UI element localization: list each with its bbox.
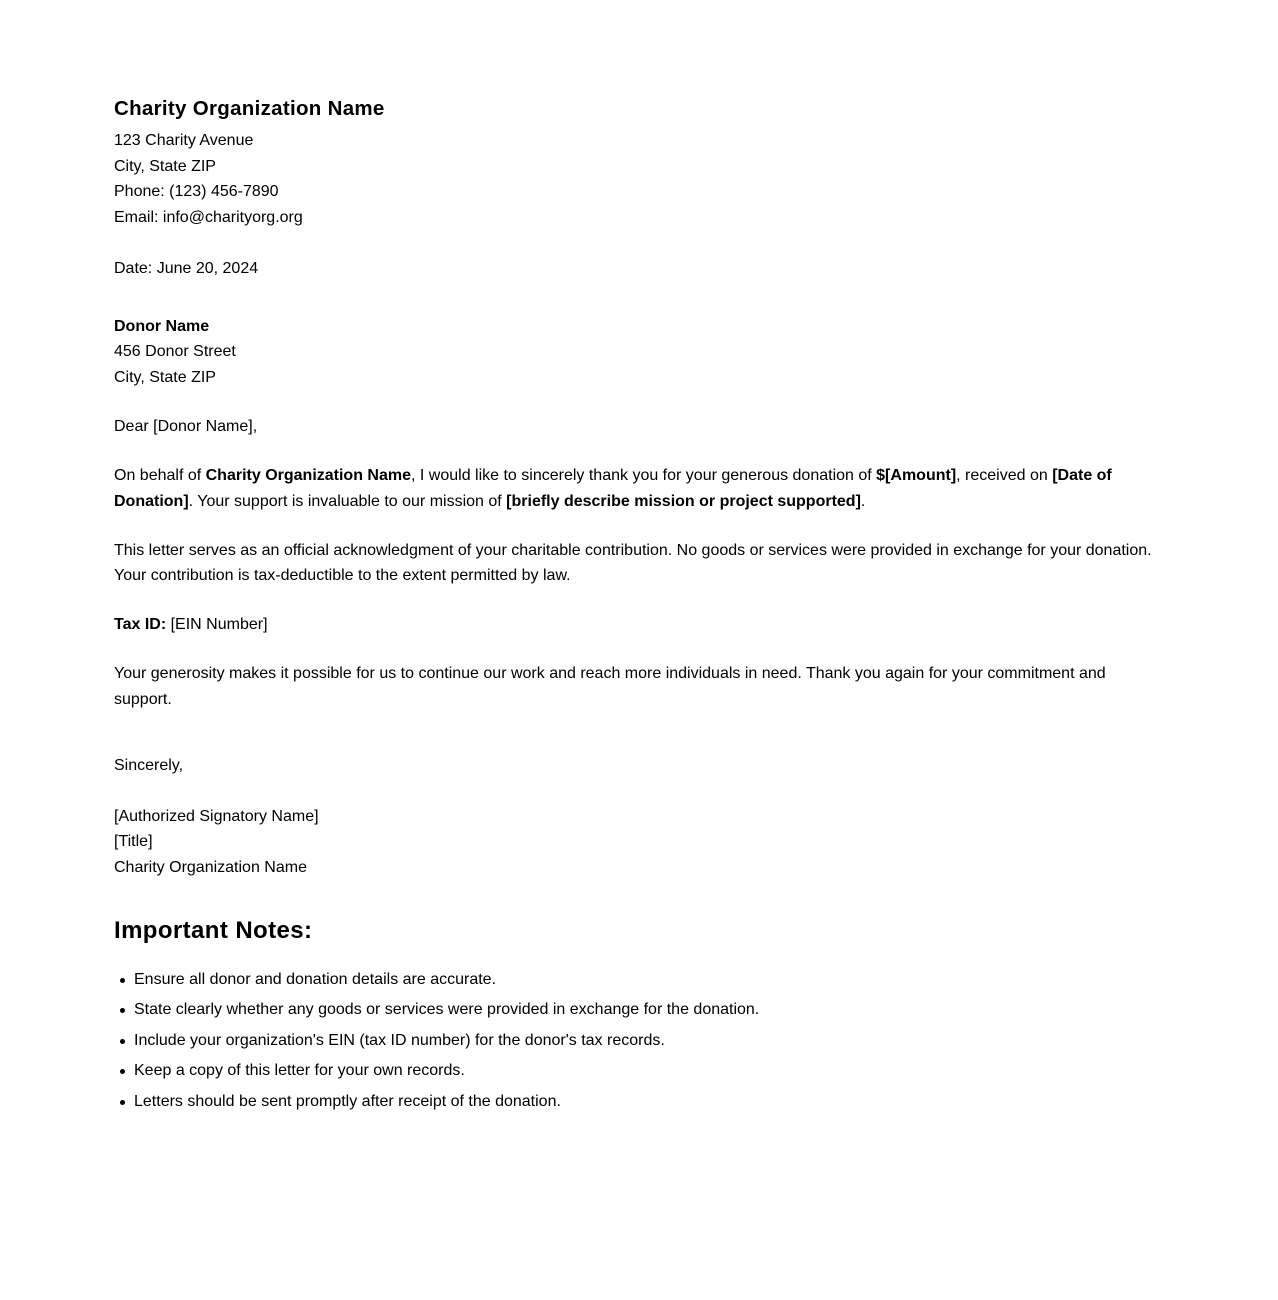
sender-block (114, 94, 1164, 230)
recipient-block (114, 314, 1164, 391)
para1-donation-date: [Date of Donation] (114, 466, 1112, 510)
list-item: Keep a copy of this letter for your own records. (134, 1058, 1164, 1084)
tax-id-line (114, 612, 1164, 638)
letter-date: Date: June 20, 2024 (114, 259, 259, 277)
list-item: Include your organization's EIN (tax ID number) for the donor's tax records. (134, 1028, 1164, 1054)
signatory-title: [Title] (114, 833, 153, 851)
list-item: State clearly whether any goods or services were provided in exchange for the donation. (134, 997, 1164, 1023)
para1-text-1: On behalf of (114, 466, 206, 484)
sender-address-line1: 123 Charity Avenue (114, 132, 254, 149)
signatory-org: Charity Organization Name (114, 858, 307, 876)
para1-org-name: Charity Organization Name (205, 466, 411, 484)
para1-text-3: , received on (956, 466, 1053, 484)
para1-mission: [briefly describe mission or project supported] (506, 492, 861, 510)
notes-list (114, 967, 1164, 1115)
salutation: Dear [Donor Name], (114, 417, 258, 435)
notes-heading: Important Notes: (114, 916, 313, 944)
generosity-paragraph: Your generosity makes it possible for us to continue our work and reach more individuals in need. Thank you again for your commitment and support. (114, 665, 1106, 708)
signature-block (114, 804, 1164, 881)
sender-org-name: Charity Organization Name (114, 97, 385, 120)
closing: Sincerely, (114, 756, 184, 774)
recipient-address-line1: 456 Donor Street (114, 343, 236, 361)
recipient-name: Donor Name (114, 317, 210, 335)
list-item: Letters should be sent promptly after receipt of the donation. (134, 1089, 1164, 1115)
sender-phone: Phone: (123) 456-7890 (114, 183, 279, 201)
tax-id-label: Tax ID: (114, 616, 167, 634)
thank-you-paragraph (114, 463, 1164, 514)
sender-address-line2: City, State ZIP (114, 157, 216, 175)
recipient-address-line2: City, State ZIP (114, 368, 216, 386)
tax-id-value: [EIN Number] (166, 616, 268, 634)
para1-amount: $[Amount] (876, 466, 957, 484)
acknowledgment-paragraph: This letter serves as an official acknowledgment of your charitable contribution. No goods or services were provided in exchange for your donation. Your contribution is tax-deductible to the extent permitted by law. (114, 541, 1152, 585)
list-item: Ensure all donor and donation details are accurate. (134, 967, 1164, 993)
signatory-name: [Authorized Signatory Name] (114, 807, 319, 825)
para1-text-2: , I would like to sincerely thank you for your generous donation of (411, 466, 877, 484)
para1-text-4: . Your support is invaluable to our mission of (188, 492, 507, 510)
sender-email: Email: info@charityorg.org (114, 208, 303, 226)
para1-text-5: . (860, 492, 866, 510)
